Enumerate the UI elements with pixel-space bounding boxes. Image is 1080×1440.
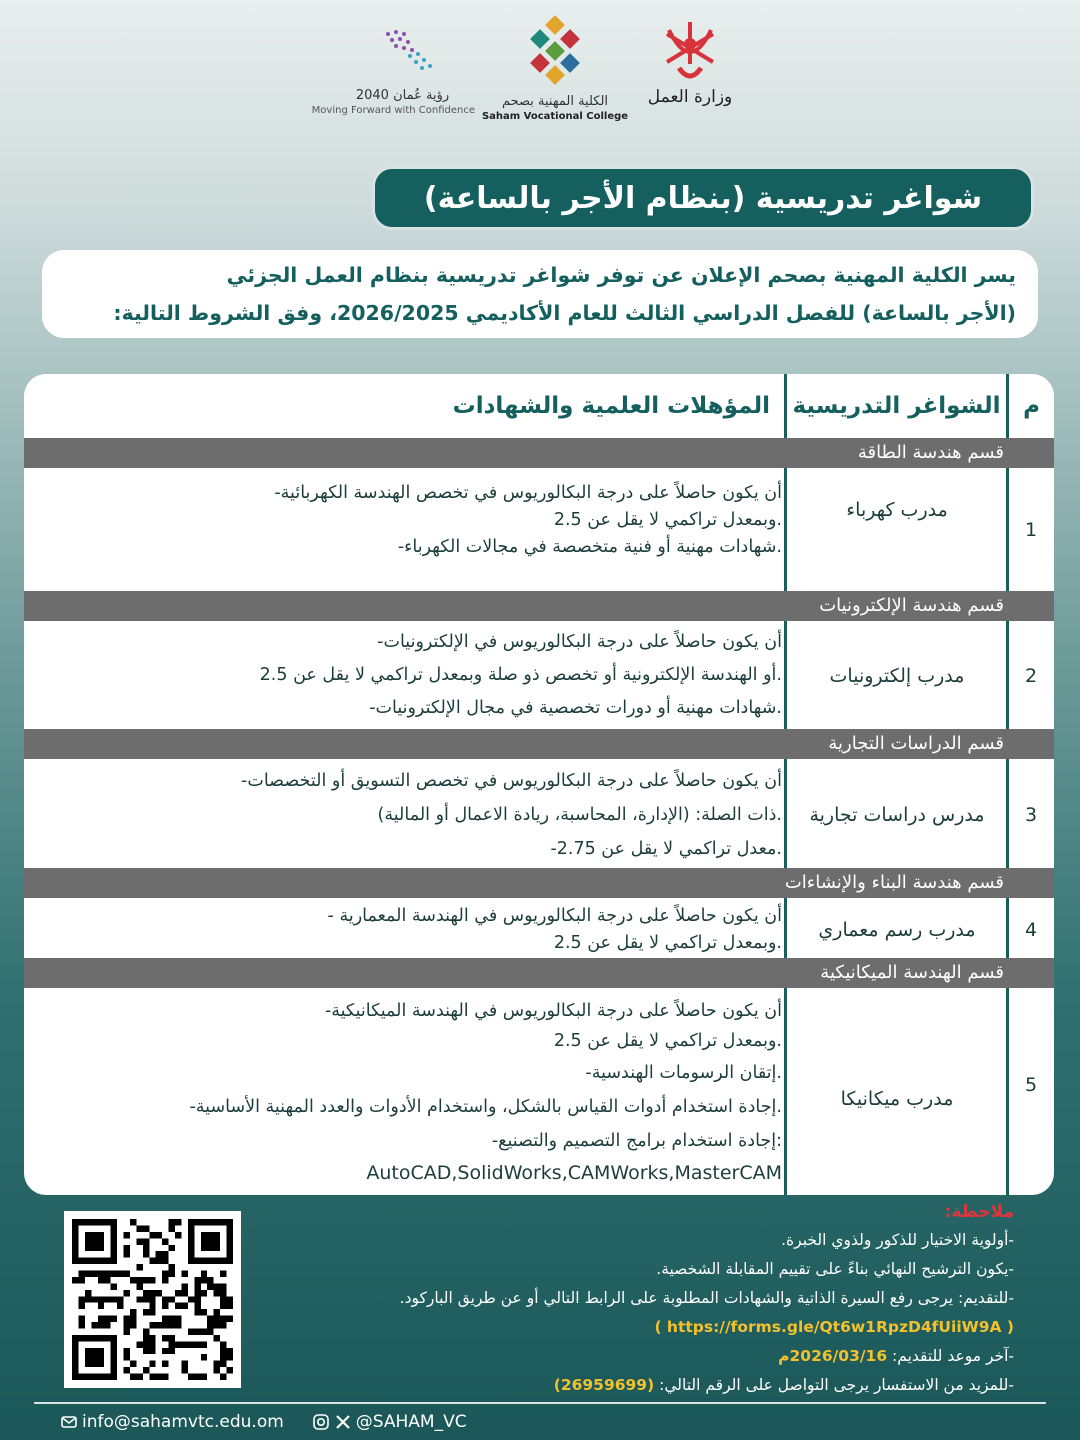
job-title: مدرس دراسات تجارية	[809, 804, 985, 826]
qualification-line: -إجادة استخدام أدوات القياس بالشكل، واستخدام الأدوات والعدد المهنية الأساسية.	[189, 1097, 782, 1117]
qualification-line: -معدل تراكمي لا يقل عن 2.75.	[550, 839, 782, 859]
note-item: -للتقديم: يرجى رفع السيرة الذاتية والشهادات المطلوبة على الرابط التالي أو عن طريق الباركود.	[399, 1289, 1014, 1307]
contact-note	[254, 1371, 1014, 1400]
qualification-line: -أن يكون حاصلاً على درجة البكالوريوس في تخصص الهندسة الكهربائية	[274, 483, 782, 503]
qualification-line: ذات الصلة: (الإدارة، المحاسبة، ريادة الاعمال أو المالية).	[377, 805, 782, 825]
ministry-name: وزارة العمل	[647, 87, 733, 107]
qr-code[interactable]	[64, 1211, 241, 1388]
qualification-line: -أن يكون حاصلاً على درجة البكالوريوس في الإلكترونيات	[377, 632, 782, 652]
college-emblem-icon	[515, 14, 595, 90]
qualification-line: -أن يكون حاصلاً على درجة البكالوريوس في الهندسة الميكانيكية	[324, 1001, 782, 1021]
department-bar	[24, 591, 1054, 621]
header-job: الشواغر التدريسية	[792, 393, 1001, 419]
department-label: قسم الهندسة الميكانيكية	[820, 962, 1004, 983]
qualification-line: -شهادات مهنية أو دورات تخصصية في مجال الإلكترونيات.	[369, 698, 782, 718]
note-item: -أولوية الاختيار للذكور ولذوي الخبرة.	[781, 1231, 1014, 1249]
application-link[interactable]: ( https://forms.gle/Qt6w1RpzD4fUiiW9A )	[654, 1318, 1014, 1336]
department-label: قسم هندسة الطاقة	[857, 442, 1004, 463]
contact-phone[interactable]: (26959699)	[553, 1376, 655, 1394]
x-icon	[334, 1413, 352, 1431]
qualification-line: - أن يكون حاصلاً على درجة البكالوريوس في الهندسة المعمارية	[327, 906, 782, 926]
vision-logo	[311, 14, 475, 118]
page-title: شواغر تدريسية (بنظام الأجر بالساعة)	[423, 180, 983, 216]
department-label: قسم هندسة البناء والإنشاءات	[784, 872, 1004, 893]
qualifications	[34, 480, 782, 561]
email-icon	[60, 1413, 78, 1431]
row-number: 2	[1024, 665, 1038, 687]
qualification-line: وبمعدل تراكمي لا يقل عن 2.5.	[553, 510, 782, 530]
row-number: 3	[1024, 804, 1038, 826]
qualification-line: -شهادات مهنية أو فنية متخصصة في مجالات الكهرباء.	[397, 537, 782, 557]
footer-social-handle[interactable]: @SAHAM_VC	[355, 1412, 467, 1432]
department-bar	[24, 958, 1054, 988]
vision-2040-icon	[348, 14, 458, 84]
department-bar	[24, 868, 1054, 898]
row-number: 5	[1024, 1074, 1038, 1096]
notes-section	[254, 1198, 1014, 1400]
contact-label: -للمزيد من الاستفسار يرجى التواصل على الرقم التالي:	[659, 1376, 1014, 1394]
job-title: مدرب كهرباء	[846, 499, 948, 521]
intro-line-2: (الأجر بالساعة) للفصل الدراسي الثالث للعام الأكاديمي 2026/2025، وفق الشروط التالية:	[113, 301, 1016, 325]
header-qualifications-label: المؤهلات العلمية والشهادات	[452, 393, 770, 419]
job-title: مدرب ميكانيكا	[840, 1088, 954, 1110]
header-num: م	[1023, 393, 1040, 419]
qualification-line: أو الهندسة الإلكترونية أو تخصص ذو صلة وبمعدل تراكمي لا يقل عن 2.5.	[259, 665, 782, 685]
department-bar	[24, 729, 1054, 759]
row-number: 4	[1024, 919, 1038, 941]
qualifications	[34, 626, 782, 725]
intro-line-1: يسر الكلية المهنية بصحم الإعلان عن توفر شواغر تدريسية بنظام العمل الجزئي	[226, 263, 1016, 287]
header-qualifications	[24, 374, 784, 438]
department-bar	[24, 438, 1054, 468]
vision-name: رؤية عُمان 2040	[355, 88, 450, 103]
row-number: 1	[1024, 519, 1038, 541]
header-logos	[311, 14, 750, 134]
deadline-value: 2026/03/16م	[778, 1347, 888, 1365]
notes-title: ملاحظة:	[944, 1202, 1014, 1222]
intro-box	[42, 250, 1038, 338]
note-item: -يكون الترشيح النهائي بناءً على تقييم المقابلة الشخصية.	[656, 1260, 1014, 1278]
college-name-ar: الكلية المهنية بصحم	[501, 94, 609, 109]
deadline-note	[254, 1342, 1014, 1371]
college-name-en: Saham Vocational College	[481, 111, 629, 122]
qualification-line: -أن يكون حاصلاً على درجة البكالوريوس في تخصص التسويق أو التخصصات	[241, 771, 782, 791]
department-label: قسم هندسة الإلكترونيات	[819, 595, 1004, 616]
qualification-line: وبمعدل تراكمي لا يقل عن 2.5.	[553, 1031, 782, 1051]
qualification-line: -إتقان الرسومات الهندسية.	[585, 1063, 782, 1083]
footer-email[interactable]: info@sahamvtc.edu.om	[82, 1412, 284, 1432]
qualifications	[34, 996, 782, 1188]
footer-divider	[34, 1402, 1046, 1404]
qualifications	[34, 764, 782, 866]
job-title: مدرب رسم معماري	[818, 919, 976, 941]
qualifications	[34, 903, 782, 957]
ministry-logo	[640, 14, 740, 105]
qualification-line: وبمعدل تراكمي لا يقل عن 2.5.	[553, 933, 782, 953]
deadline-label: -آخر موعد للتقديم:	[892, 1347, 1014, 1365]
title-bar	[372, 166, 1034, 230]
footer	[60, 1408, 467, 1436]
vision-tagline: Moving Forward with Confidence	[311, 105, 475, 116]
qr-code-icon	[72, 1219, 233, 1380]
vacancies-table	[24, 374, 1054, 1195]
qualification-line: AutoCAD,SolidWorks,CAMWorks,MasterCAM	[366, 1162, 782, 1184]
instagram-icon	[312, 1413, 330, 1431]
department-label: قسم الدراسات التجارية	[828, 733, 1004, 754]
job-title: مدرب إلكترونيات	[829, 665, 965, 687]
college-logo	[480, 14, 630, 124]
ministry-emblem-icon	[655, 14, 725, 86]
qualification-line: -إجادة استخدام برامج التصميم والتصنيع:	[491, 1131, 782, 1151]
